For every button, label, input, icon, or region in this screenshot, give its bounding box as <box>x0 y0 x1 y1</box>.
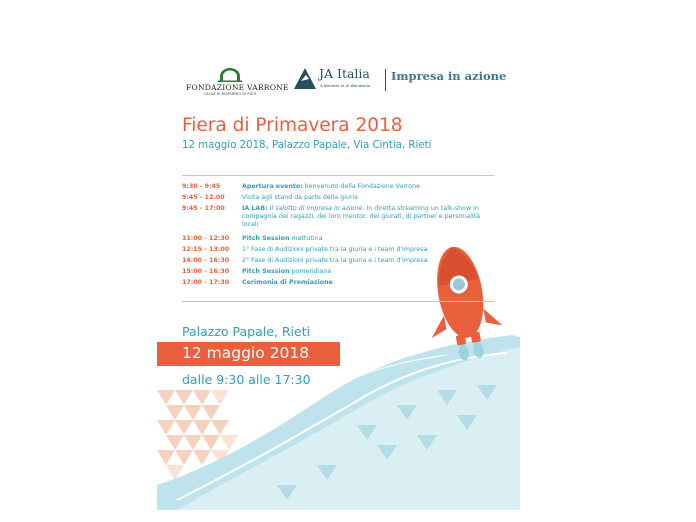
schedule-time: 9:45 - 17:00 <box>182 205 225 212</box>
arch-icon <box>218 68 242 82</box>
schedule-time: 15:00 - 16:30 <box>182 268 230 275</box>
varrone-subtitle: CASSA DI RISPARMIO DI RIETI <box>203 92 257 96</box>
schedule-row <box>182 279 494 290</box>
ja-italia-logo <box>294 66 507 97</box>
schedule-row <box>182 246 494 257</box>
event-hours: dalle 9:30 alle 17:30 <box>182 372 311 387</box>
varrone-name: FONDAZIONE VARRONE <box>186 83 289 92</box>
ja-tagline: A Member of JA Worldwide <box>320 83 371 88</box>
logo-divider <box>385 69 386 91</box>
divider-bottom <box>182 301 494 302</box>
schedule-desc: Visita agli stand da parte della giuria <box>242 194 359 201</box>
schedule-time: 14:00 - 16:30 <box>182 257 230 264</box>
event-flyer <box>157 45 520 510</box>
event-subtitle: 12 maggio 2018, Palazzo Papale, Via Cintia, Rieti <box>182 140 432 151</box>
schedule-row <box>182 257 494 268</box>
event-title: Fiera di Primavera 2018 <box>182 115 403 136</box>
schedule-desc: 2° Fase di Audizioni private tra la giuria e i team d'impresa <box>242 257 428 264</box>
schedule-desc: Pitch Session pomeridiana <box>242 268 332 275</box>
schedule-time: 12:15 - 13:00 <box>182 246 230 253</box>
schedule-row <box>182 205 494 235</box>
event-place: Palazzo Papale, Rieti <box>182 324 311 339</box>
schedule-row <box>182 194 494 205</box>
fondazione-varrone-logo <box>186 68 289 96</box>
schedule-desc: Apertura evento: benvenuto della Fondazione Varrone <box>242 183 420 190</box>
schedule-list <box>182 183 494 290</box>
divider-top <box>182 175 494 176</box>
event-date: 12 maggio 2018 <box>182 344 310 362</box>
ja-brand: JA Italia <box>319 66 370 81</box>
schedule-row <box>182 268 494 279</box>
schedule-desc: Cerimonia di Premiazione <box>242 279 333 286</box>
schedule-desc: 1° Fase di Audizioni private tra la giuria e i team d'impresa <box>242 246 428 253</box>
schedule-desc: IA LAB: Il salotto di impresa in azione. In diretta streaming un talk-show in compagnia dei ragazzi, dei loro mentor, dei giurati, di partner e personalità locali <box>242 205 480 228</box>
schedule-time: 9:45 - 12.00 <box>182 194 225 201</box>
schedule-row <box>182 183 494 194</box>
schedule-desc: Pitch Session mattutina <box>242 235 323 242</box>
ja-slogan: Impresa in azione <box>391 69 507 83</box>
schedule-row <box>182 235 494 246</box>
schedule-time: 11:00 - 12:30 <box>182 235 230 242</box>
schedule-time: 9:30 - 9:45 <box>182 183 221 190</box>
ja-mountain-icon <box>294 67 316 89</box>
schedule-time: 17:00 - 17:30 <box>182 279 230 286</box>
